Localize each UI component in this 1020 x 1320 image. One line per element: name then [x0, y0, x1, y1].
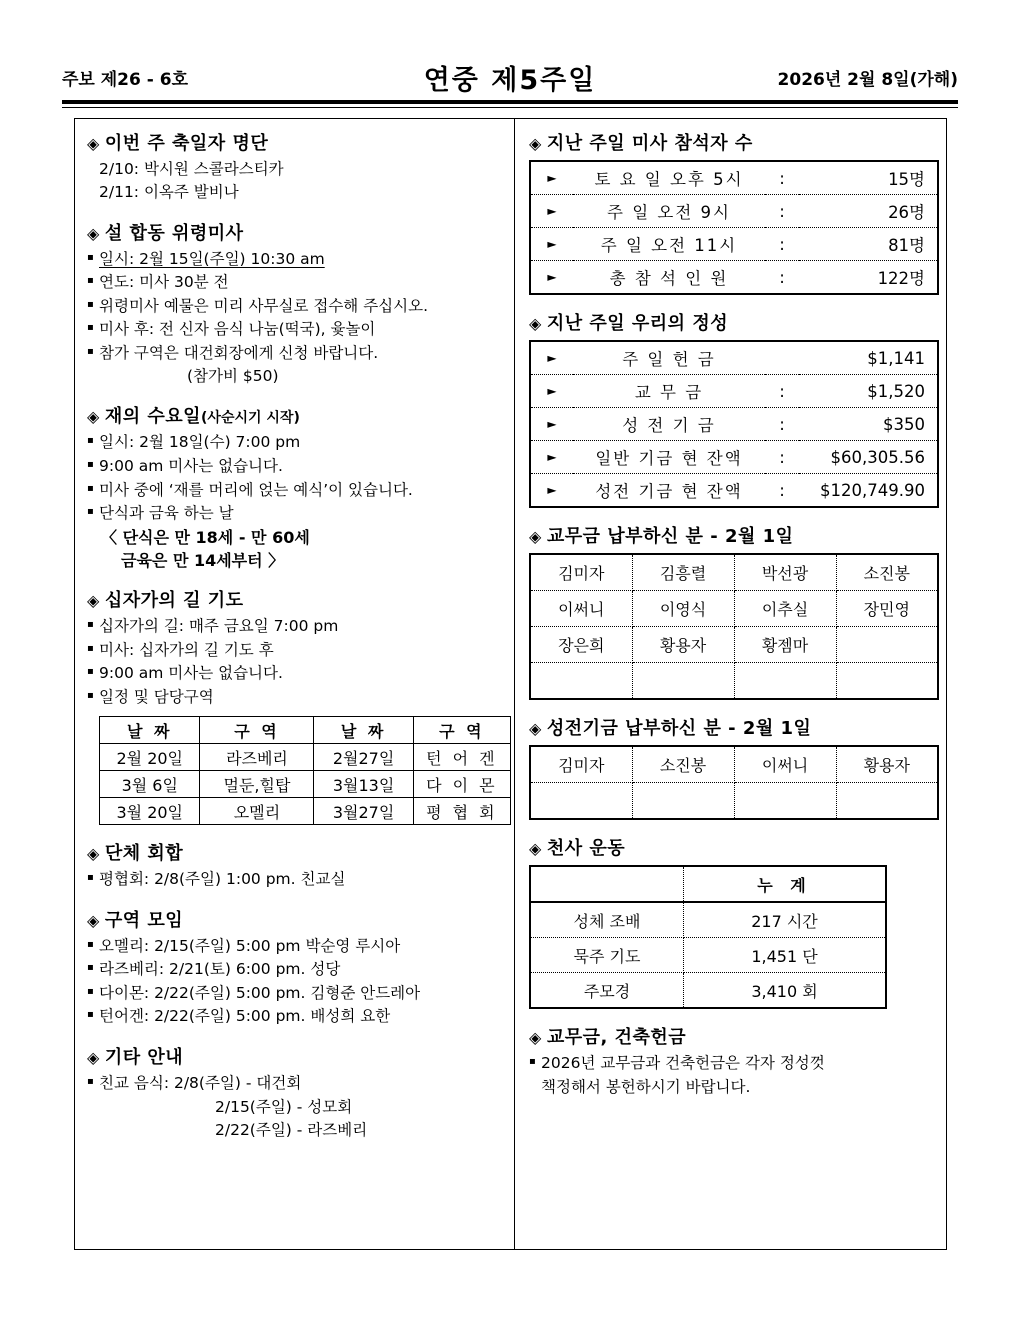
attendance-table — [529, 160, 939, 295]
heading-text: 교무금 납부하신 분 - 2월 1일 — [546, 526, 794, 547]
list-item-text: 9:00 am 미사는 없습니다. — [99, 457, 283, 476]
cell-name: 김미자 — [530, 746, 632, 783]
list-item — [87, 1072, 504, 1096]
cell-date: 3월 6일 — [100, 771, 200, 798]
square-bullet-icon: ▪ — [529, 1056, 536, 1067]
cell-colon: : — [765, 228, 799, 261]
table-row — [100, 744, 511, 771]
section-dues-donors — [529, 522, 936, 700]
list-item — [87, 342, 504, 366]
square-bullet-icon: ▪ — [87, 642, 94, 654]
cell-district: 다 이 몬 — [413, 771, 510, 798]
square-bullet-icon: ▪ — [87, 1009, 94, 1021]
list-item — [87, 455, 504, 479]
left-column — [75, 119, 515, 1249]
list-item-text: 단식과 금육 하는 날 — [99, 504, 234, 523]
list-item — [87, 431, 504, 455]
list-item — [87, 271, 504, 295]
section-heading — [529, 522, 936, 548]
list-item — [87, 502, 504, 526]
table-row — [530, 746, 938, 783]
table-row — [530, 973, 886, 1009]
list-item — [87, 639, 504, 663]
section-heading — [529, 714, 936, 740]
arrow-icon: ► — [547, 270, 557, 284]
cell-activity: 주모경 — [530, 973, 684, 1009]
list-item — [87, 1005, 504, 1029]
section-heading — [529, 309, 936, 335]
cell-name: 황젬마 — [734, 627, 836, 663]
cell-name: 소진봉 — [836, 554, 938, 591]
angel-movement-table — [529, 865, 887, 1009]
cell-name: 이써니 — [530, 591, 632, 627]
section-feast-days — [87, 129, 504, 205]
heading-text: 천사 운동 — [546, 838, 626, 859]
cell-name — [836, 627, 938, 663]
cell-date: 3월 20일 — [100, 798, 200, 825]
list-item — [87, 662, 504, 686]
cell-label: 교 무 금 — [573, 375, 765, 408]
cell-value: 15명 — [799, 161, 938, 195]
list-item-text: 라즈베리: 2/21(토) 6:00 pm. 성당 — [99, 960, 341, 979]
square-bullet-icon: ▪ — [87, 298, 94, 310]
table-row — [530, 938, 886, 973]
bulletin-date: 2026년 2월 8일(가해) — [777, 69, 958, 90]
cell-value: $350 — [799, 408, 938, 441]
table-row — [530, 591, 938, 627]
section-heading — [87, 839, 504, 865]
list-item — [87, 935, 504, 959]
list-item-text: 턴어겐: 2/22(주일) 5:00 pm. 배성희 요한 — [99, 1007, 391, 1026]
cell-colon: : — [765, 375, 799, 408]
section-group-meeting — [87, 839, 504, 892]
right-column — [515, 119, 946, 1249]
list-item-text: 다이몬: 2/22(주일) 5:00 pm. 김형준 안드레아 — [99, 983, 421, 1002]
cell-colon: : — [779, 267, 785, 287]
fellowship-food-line: 2/22(주일) - 라즈베리 — [215, 1120, 368, 1139]
list-item-text: 9:00 am 미사는 없습니다. — [99, 664, 283, 683]
cell-value: 122명 — [877, 269, 925, 288]
fellowship-food-line: 2/15(주일) - 성모회 — [215, 1097, 353, 1116]
masthead — [62, 56, 958, 98]
cell-name: 김미자 — [530, 554, 632, 591]
table-row — [530, 375, 938, 408]
cell-district: 멀둔,힐탑 — [200, 771, 314, 798]
diamond-icon: ◈ — [529, 839, 542, 858]
section-heading — [87, 906, 504, 932]
square-bullet-icon: ▪ — [87, 962, 94, 974]
diamond-icon: ◈ — [529, 1028, 542, 1047]
column-header-total: 누 계 — [684, 866, 887, 902]
list-item-text: 일시: 2월 18일(수) 7:00 pm — [99, 433, 301, 452]
list-item-text: 미사: 십자가의 길 기도 후 — [99, 640, 274, 659]
table-header-row — [100, 717, 511, 744]
list-item-text: 일정 및 담당구역 — [99, 687, 214, 706]
heading-text: 지난 주일 우리의 정성 — [546, 313, 729, 334]
cell-value: $1,520 — [799, 375, 938, 408]
cell-name — [632, 783, 734, 820]
list-item-text: 연도: 미사 30분 전 — [99, 273, 229, 292]
list-item — [87, 318, 504, 342]
bulletin-title: 연중 제5주일 — [423, 64, 597, 96]
cell-date: 3월13일 — [314, 771, 413, 798]
section-heading — [87, 129, 504, 155]
square-bullet-icon: ▪ — [87, 1075, 94, 1087]
section-building-fund-donors — [529, 714, 936, 820]
table-row — [530, 663, 938, 700]
cell-name — [836, 783, 938, 820]
cell-name: 장은희 — [530, 627, 632, 663]
feast-line: 2/10: 박시원 스콜라스티카 — [99, 160, 284, 178]
diamond-icon: ◈ — [529, 134, 542, 153]
cell-value: $60,305.56 — [799, 441, 938, 474]
header-rule-thick — [62, 100, 958, 104]
table-row — [530, 228, 938, 261]
fasting-note-line1: 〈 단식은 만 18세 - 만 60세 — [101, 527, 310, 547]
stations-schedule-table — [99, 716, 511, 825]
cell-colon: : — [765, 441, 799, 474]
square-bullet-icon: ▪ — [87, 666, 94, 678]
list-item — [529, 1052, 936, 1076]
cell-label: 주 일 오전 11시 — [573, 228, 765, 261]
cell-label: 주 일 오전 9시 — [573, 195, 765, 228]
list-item-text: 참가 구역은 대건회장에게 신청 바랍니다. — [99, 343, 379, 362]
list-item — [87, 248, 504, 272]
cell-colon: : — [765, 408, 799, 441]
square-bullet-icon: ▪ — [87, 619, 94, 631]
heading-text: 단체 회합 — [104, 843, 184, 865]
square-bullet-icon: ▪ — [87, 689, 94, 701]
cell-label: 주 일 헌 금 — [573, 341, 765, 375]
square-bullet-icon: ▪ — [87, 459, 94, 471]
section-attendance — [529, 129, 936, 295]
section-heading — [87, 1043, 504, 1069]
cell-colon: : — [765, 195, 799, 228]
arrow-icon: ► — [530, 161, 573, 195]
column-header: 구 역 — [200, 717, 314, 744]
cell-name — [530, 783, 632, 820]
cell-name: 황용자 — [836, 746, 938, 783]
cell-date: 2월 20일 — [100, 744, 200, 771]
diamond-icon: ◈ — [529, 314, 542, 333]
heading-text: 성전기금 납부하신 분 - 2월 1일 — [546, 718, 812, 739]
arrow-icon: ► — [530, 341, 573, 375]
arrow-icon: ► — [547, 483, 557, 497]
square-bullet-icon: ▪ — [87, 435, 94, 447]
dues-notice-line2: 책정해서 봉헌하시기 바랍니다. — [541, 1077, 751, 1096]
list-item-text: 십자가의 길: 매주 금요일 7:00 pm — [99, 617, 339, 636]
section-other-notices — [87, 1043, 504, 1142]
section-stations-of-the-cross — [87, 586, 504, 825]
table-row — [100, 798, 511, 825]
cell-colon: : — [779, 480, 785, 500]
list-item-text: 미사 중에 ‘재를 머리에 얹는 예식’이 있습니다. — [99, 480, 413, 499]
list-item — [87, 868, 504, 892]
cell-district: 턴 어 겐 — [413, 744, 510, 771]
heading-text: 교무금, 건축헌금 — [546, 1027, 687, 1048]
section-heading — [529, 129, 936, 155]
table-row — [100, 771, 511, 798]
diamond-icon: ◈ — [87, 134, 100, 153]
arrow-icon: ► — [530, 375, 573, 408]
building-fund-donors-table — [529, 745, 939, 820]
table-row — [530, 441, 938, 474]
arrow-icon: ► — [530, 195, 573, 228]
list-item-text: 친교 음식: 2/8(주일) - 대건회 — [99, 1073, 302, 1092]
heading-text: 기타 안내 — [104, 1046, 184, 1068]
heading-text: 설 합동 위령미사 — [104, 222, 244, 244]
cell-name — [734, 783, 836, 820]
cell-label: 성 전 기 금 — [573, 408, 765, 441]
cell-name: 이영식 — [632, 591, 734, 627]
cell-district: 오멜리 — [200, 798, 314, 825]
column-header: 날 짜 — [100, 717, 200, 744]
list-item — [87, 295, 504, 319]
header-rule-thin — [62, 107, 958, 108]
section-district-meeting — [87, 906, 504, 1029]
diamond-icon: ◈ — [87, 407, 100, 427]
cell-name: 이써니 — [734, 746, 836, 783]
table-row — [530, 554, 938, 591]
cell-total: 3,410 회 — [751, 981, 818, 1001]
cell-name: 장민영 — [836, 591, 938, 627]
table-row — [530, 195, 938, 228]
heading-text: 구역 모임 — [104, 909, 184, 931]
cell-activity: 묵주 기도 — [530, 938, 684, 973]
square-bullet-icon: ▪ — [87, 322, 94, 334]
cell-name — [632, 663, 734, 700]
cell-label: 총 참 석 인 원 — [609, 269, 729, 288]
square-bullet-icon: ▪ — [87, 275, 94, 287]
square-bullet-icon: ▪ — [87, 872, 94, 884]
heading-text: 십자가의 길 기도 — [104, 590, 244, 612]
cell-value: $120,749.90 — [820, 480, 925, 500]
square-bullet-icon: ▪ — [87, 251, 94, 263]
section-heading — [87, 402, 504, 428]
list-item — [87, 686, 504, 710]
heading-text: 이번 주 축일자 명단 — [104, 133, 269, 154]
cell-date: 3월27일 — [314, 798, 413, 825]
cell-name — [836, 663, 938, 700]
arrow-icon: ► — [530, 441, 573, 474]
heading-subtext: (사순시기 시작) — [201, 410, 300, 427]
section-memorial-mass — [87, 219, 504, 389]
fasting-note-line2: 금육은 만 14세부터 〉 — [121, 550, 285, 570]
cell-value: 81명 — [799, 228, 938, 261]
table-row — [530, 783, 938, 820]
cell-name: 김흥렬 — [632, 554, 734, 591]
diamond-icon: ◈ — [529, 527, 542, 546]
cell-activity: 성체 조배 — [530, 902, 684, 938]
table-row — [530, 341, 938, 375]
table-row — [530, 408, 938, 441]
list-item-text: 위령미사 예물은 미리 사무실로 접수해 주십시오. — [99, 296, 429, 315]
cell-name: 이추실 — [734, 591, 836, 627]
list-item — [87, 615, 504, 639]
diamond-icon: ◈ — [529, 719, 542, 738]
cell-label: 토 요 일 오후 5시 — [573, 161, 765, 195]
table-header-row — [530, 866, 886, 902]
column-header-blank — [530, 866, 684, 902]
cell-label: 일반 기금 현 잔액 — [573, 441, 765, 474]
list-item-text: 오멜리: 2/15(주일) 5:00 pm 박순영 루시아 — [99, 936, 401, 955]
cell-name: 황용자 — [632, 627, 734, 663]
table-row — [530, 627, 938, 663]
cell-district: 라즈베리 — [200, 744, 314, 771]
cell-value: 26명 — [799, 195, 938, 228]
column-header: 날 짜 — [314, 717, 413, 744]
table-row — [530, 474, 938, 508]
dues-donors-table — [529, 553, 939, 700]
heading-text: 재의 수요일 — [104, 406, 202, 428]
section-angel-movement — [529, 834, 936, 1009]
diamond-icon: ◈ — [87, 591, 100, 611]
table-row — [530, 161, 938, 195]
table-row — [530, 261, 938, 295]
section-heading — [87, 219, 504, 245]
section-offering — [529, 309, 936, 508]
arrow-icon: ► — [530, 408, 573, 441]
column-header: 구 역 — [413, 717, 510, 744]
diamond-icon: ◈ — [87, 844, 100, 864]
list-item — [87, 479, 504, 503]
list-item-text: 2026년 교무금과 건축헌금은 각자 정성껏 — [541, 1054, 825, 1072]
square-bullet-icon: ▪ — [87, 345, 94, 357]
section-heading — [529, 1023, 936, 1049]
participation-fee-note: (참가비 $50) — [187, 367, 279, 386]
list-item-text: 일시: 2월 15일(주일) 10:30 am — [99, 249, 325, 268]
cell-colon — [765, 341, 799, 375]
cell-name — [734, 663, 836, 700]
list-item — [87, 982, 504, 1006]
square-bullet-icon: ▪ — [87, 938, 94, 950]
cell-name: 소진봉 — [632, 746, 734, 783]
cell-district: 평 협 회 — [413, 798, 510, 825]
offering-table — [529, 340, 939, 508]
square-bullet-icon: ▪ — [87, 506, 94, 518]
arrow-icon: ► — [530, 228, 573, 261]
diamond-icon: ◈ — [87, 223, 100, 243]
feast-line: 2/11: 이옥주 발비나 — [99, 183, 239, 202]
cell-value: $1,141 — [799, 341, 938, 375]
section-heading — [87, 586, 504, 612]
diamond-icon: ◈ — [87, 1047, 100, 1067]
section-ash-wednesday — [87, 402, 504, 572]
cell-name: 박선광 — [734, 554, 836, 591]
list-item-text: 미사 후: 전 신자 음식 나눔(떡국), 윷놀이 — [99, 320, 376, 339]
cell-colon: : — [765, 161, 799, 195]
square-bullet-icon: ▪ — [87, 482, 94, 494]
diamond-icon: ◈ — [87, 910, 100, 930]
bulletin-body — [74, 118, 947, 1250]
table-row — [530, 902, 886, 938]
cell-total: 1,451 단 — [684, 938, 887, 973]
cell-date: 2월27일 — [314, 744, 413, 771]
list-item — [87, 958, 504, 982]
list-item-text: 평협회: 2/8(주일) 1:00 pm. 친교실 — [99, 870, 346, 889]
square-bullet-icon: ▪ — [87, 985, 94, 997]
cell-name — [530, 663, 632, 700]
heading-text: 지난 주일 미사 참석자 수 — [546, 133, 753, 154]
section-heading — [529, 834, 936, 860]
section-dues-notice — [529, 1023, 936, 1099]
bulletin-issue: 주보 제26 - 6호 — [62, 69, 188, 90]
cell-total: 217 시간 — [684, 902, 887, 938]
cell-label: 성전 기금 현 잔액 — [595, 482, 743, 501]
